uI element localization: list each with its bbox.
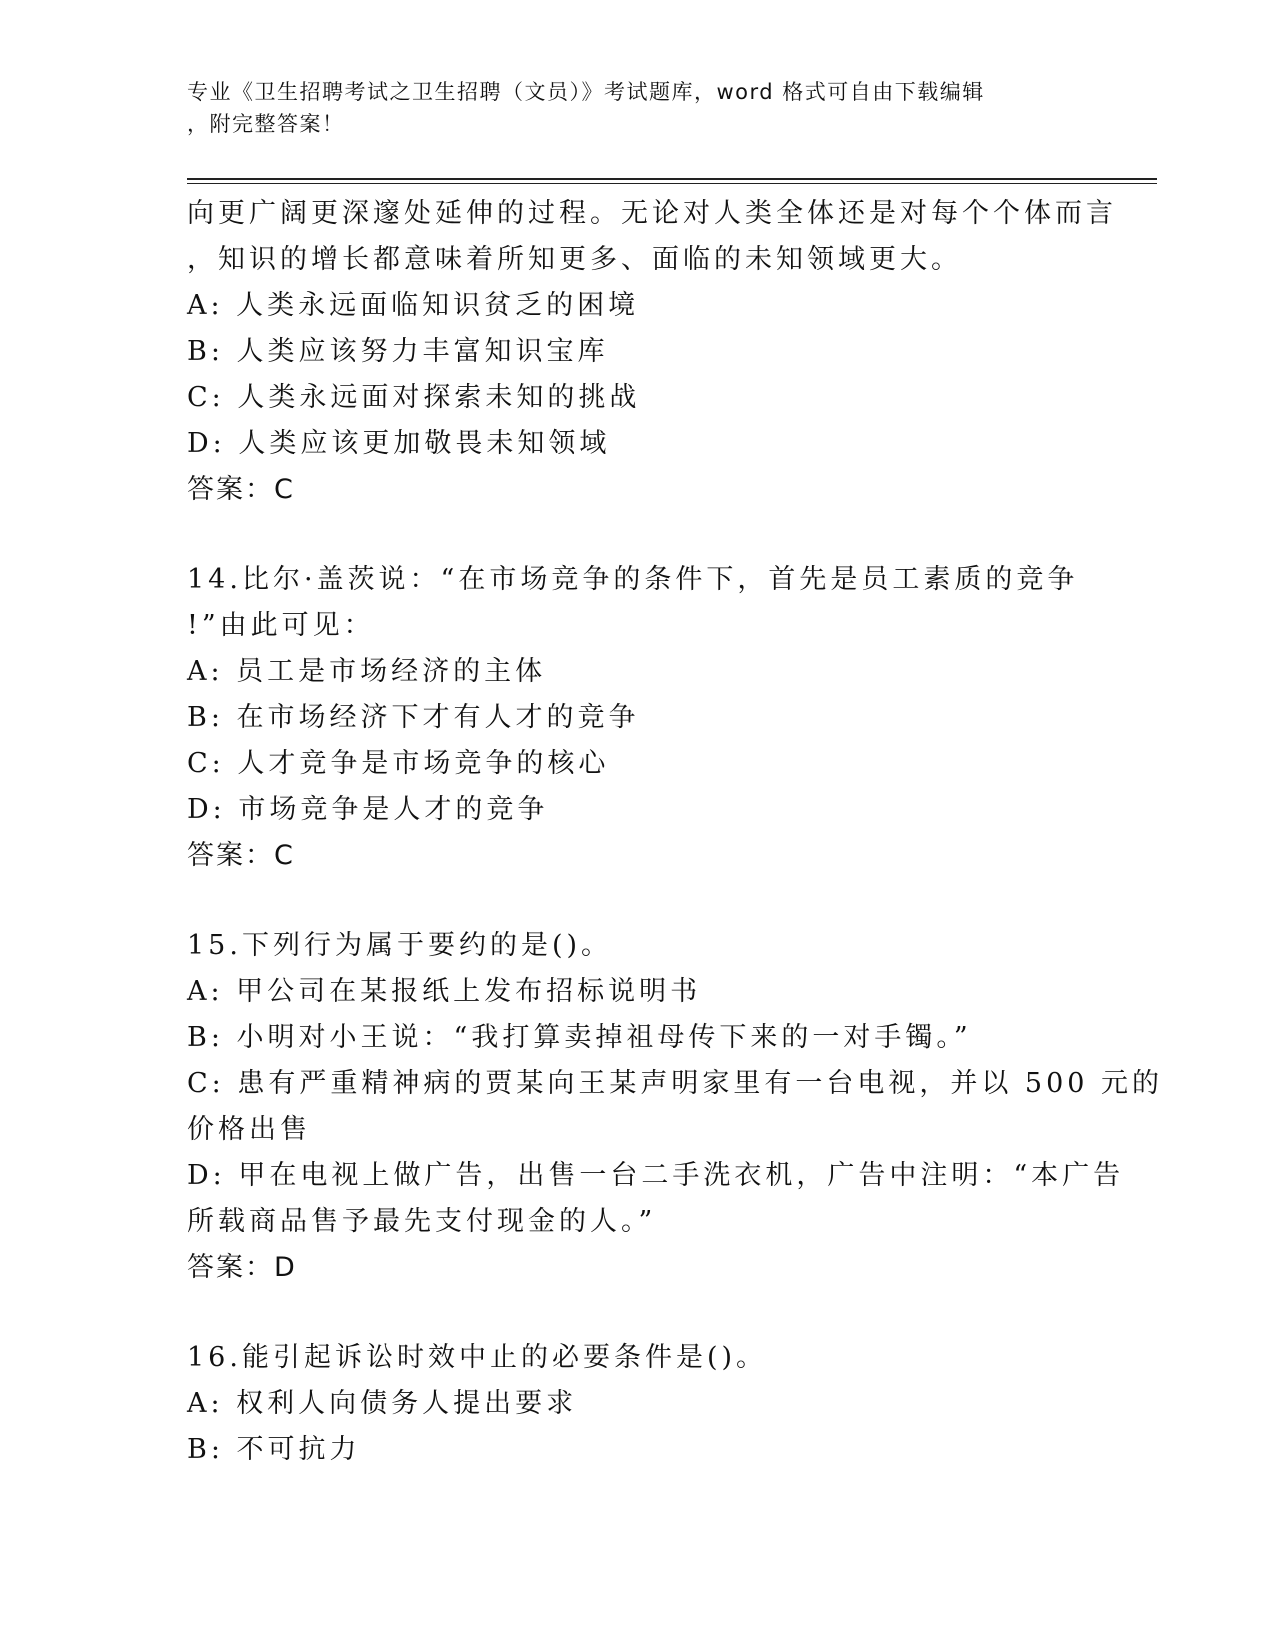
option-a: A: 人类永远面临知识贫乏的困境 (187, 290, 640, 321)
question-14 (187, 557, 1087, 879)
question-list (187, 191, 1164, 1473)
header-line-1: 专业《卫生招聘考试之卫生招聘（文员）》考试题库，word 格式可自由下载编辑 (187, 80, 985, 104)
question-13-continuation (187, 191, 1117, 513)
question-16 (187, 1335, 1087, 1473)
option-b: B: 不可抗力 (187, 1434, 361, 1465)
header-rule-thick (187, 178, 1157, 180)
question-spacer (187, 1291, 1087, 1335)
question-stem-line: 向更广阔更深邃处延伸的过程。无论对人类全体还是对每个个体而言 (187, 198, 1117, 229)
answer-line: 答案：D (187, 1252, 297, 1283)
answer-line: 答案：C (187, 474, 295, 505)
page-header (187, 76, 1067, 140)
option-c: C: 患有严重精神病的贾某向王某声明家里有一台电视，并以 500 元的 (187, 1068, 1164, 1099)
question-stem-line: 16.能引起诉讼时效中止的必要条件是()。 (187, 1342, 768, 1373)
question-spacer (187, 879, 1087, 923)
option-c-continuation: 价格出售 (187, 1114, 311, 1145)
answer-line: 答案：C (187, 840, 295, 871)
option-c: C: 人类永远面对探索未知的挑战 (187, 382, 641, 413)
header-rule-thin (187, 183, 1157, 184)
question-stem-line: 14.比尔·盖茨说：“在市场竞争的条件下，首先是员工素质的竞争 (187, 564, 1079, 595)
option-b: B: 在市场经济下才有人才的竞争 (187, 702, 640, 733)
question-15 (187, 923, 1164, 1291)
option-d: D: 人类应该更加敬畏未知领域 (187, 428, 611, 459)
header-line-2: ，附完整答案！ (187, 112, 345, 136)
option-d-continuation: 所载商品售予最先支付现金的人。” (187, 1206, 657, 1237)
option-d: D: 甲在电视上做广告，出售一台二手洗衣机，广告中注明：“本广告 (187, 1160, 1125, 1191)
option-a: A: 甲公司在某报纸上发布招标说明书 (187, 976, 702, 1007)
question-stem-line: ，知识的增长都意味着所知更多、面临的未知领域更大。 (187, 244, 962, 275)
question-stem-line: 15.下列行为属于要约的是()。 (187, 930, 613, 961)
question-spacer (187, 513, 1087, 557)
question-stem-line: !”由此可见： (187, 610, 375, 641)
option-d: D: 市场竞争是人才的竞争 (187, 794, 549, 825)
option-b: B: 人类应该努力丰富知识宝库 (187, 336, 609, 367)
option-c: C: 人才竞争是市场竞争的核心 (187, 748, 610, 779)
option-a: A: 员工是市场经济的主体 (187, 656, 547, 687)
option-b: B: 小明对小王说：“我打算卖掉祖母传下来的一对手镯。” (187, 1022, 972, 1053)
option-a: A: 权利人向债务人提出要求 (187, 1388, 578, 1419)
